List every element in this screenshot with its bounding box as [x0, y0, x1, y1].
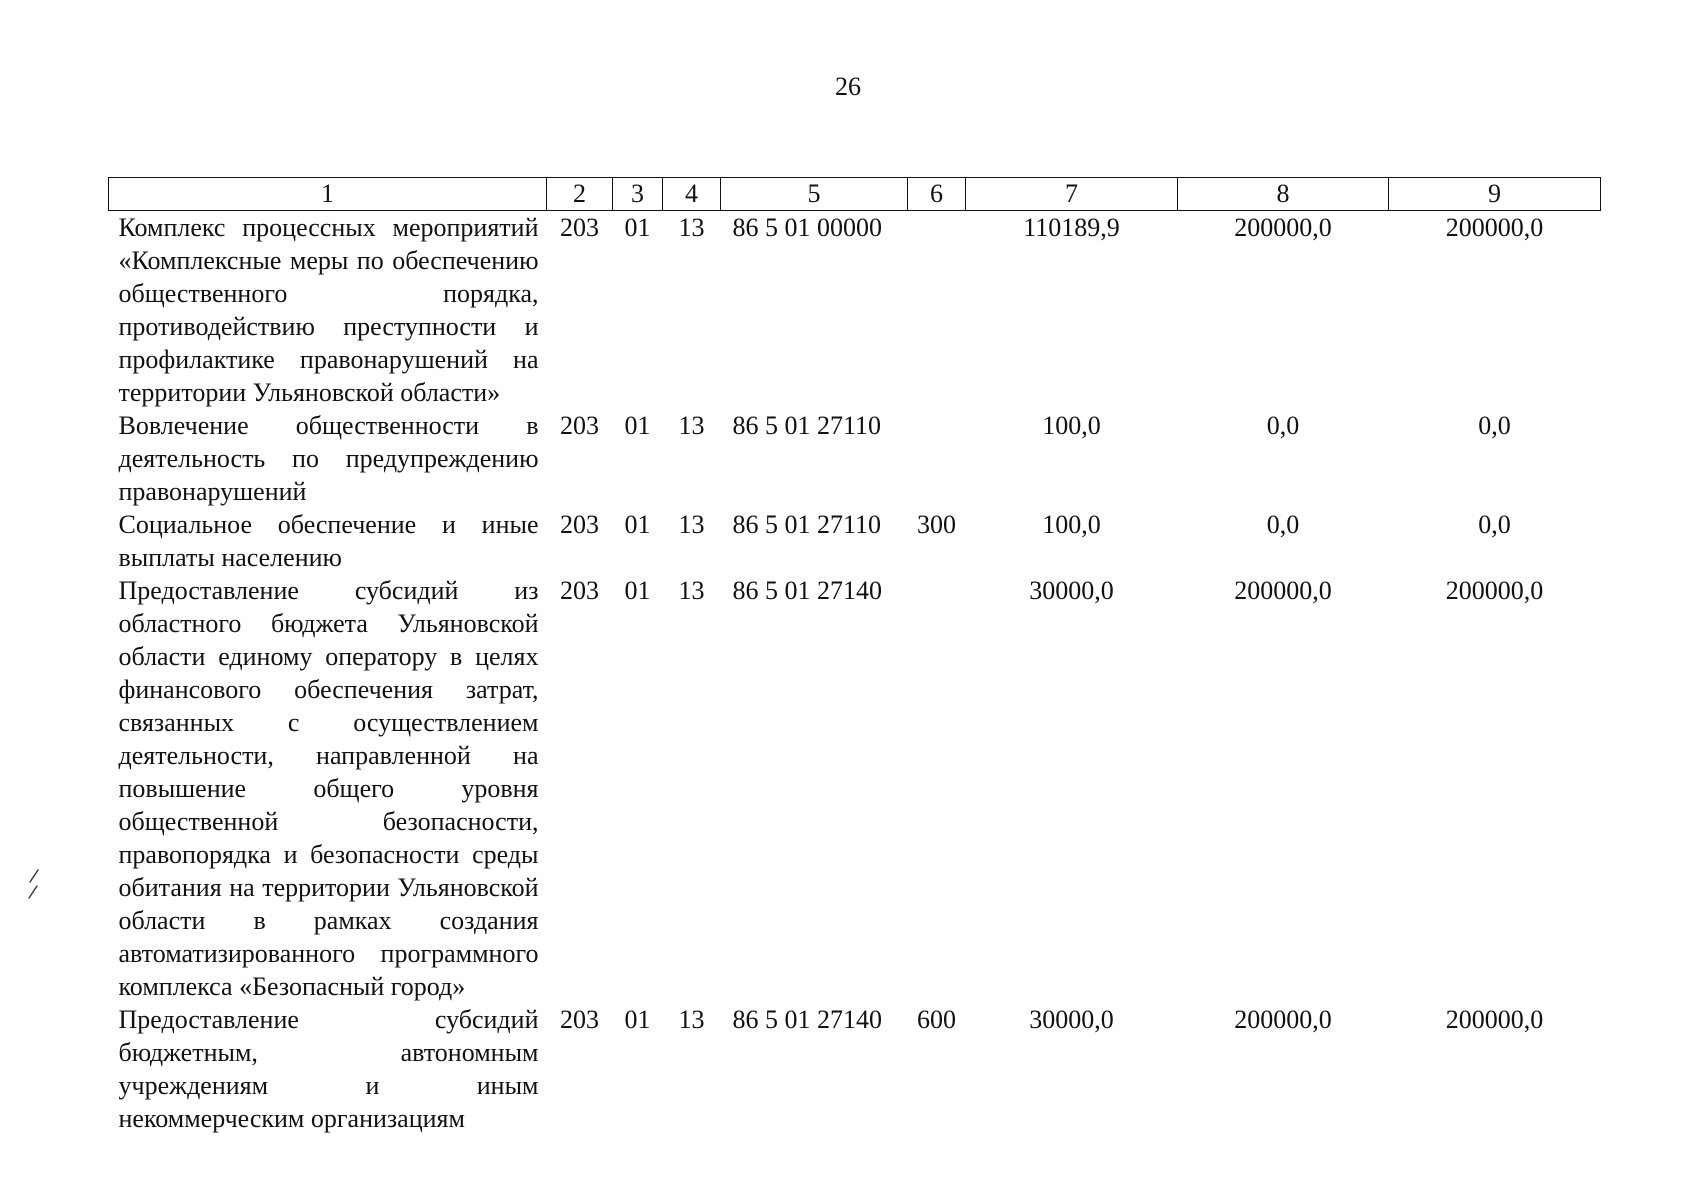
- row-col-5: 86 5 01 27110: [732, 411, 882, 440]
- row-col-3: 01: [624, 510, 651, 539]
- row-col-2: 203: [560, 1005, 599, 1034]
- row-col-7: 110189,9: [1023, 213, 1120, 242]
- row-col-8: 200000,0: [1234, 213, 1332, 242]
- table-row: [109, 574, 1601, 1003]
- row-col-2: 203: [560, 510, 599, 539]
- header-col-6: 6: [908, 178, 966, 211]
- page-number: 26: [835, 72, 861, 101]
- header-col-5: 5: [721, 178, 908, 211]
- row-col-4: 13: [678, 576, 705, 605]
- row-col-2: 203: [560, 411, 599, 440]
- table-row: [109, 1003, 1601, 1135]
- table-row: [109, 211, 1601, 410]
- row-col-8: 200000,0: [1234, 576, 1332, 605]
- row-col-4: 13: [678, 411, 705, 440]
- row-name: Предоставление субсидий из областного бюджета Ульяновской области единому оператору в целях финансового обеспечения затрат, связанных с осуществлением деятельности, направленной на повышение общего уровня общественной безопасности, правопорядка и безопасности среды обитания на территории Ульяновской области в рамках создания автоматизированного программного комплекса «Безопасный город»: [118, 576, 539, 1001]
- row-col-5: 86 5 01 27140: [732, 1005, 882, 1034]
- row-col-9: 0,0: [1478, 510, 1511, 539]
- row-col-6: 300: [917, 510, 956, 539]
- header-col-2: 2: [547, 178, 613, 211]
- row-name: Вовлечение общественности в деятельность по предупреждению правонарушений: [118, 411, 539, 506]
- row-col-4: 13: [678, 1005, 705, 1034]
- row-col-6: 600: [917, 1005, 956, 1034]
- table-row: [109, 409, 1601, 508]
- row-col-6: [908, 409, 966, 508]
- row-col-7: 100,0: [1042, 510, 1101, 539]
- row-col-8: 200000,0: [1234, 1005, 1332, 1034]
- row-col-9: 200000,0: [1445, 576, 1544, 605]
- margin-pen-mark: [26, 868, 40, 900]
- row-name: Предоставление субсидий бюджетным, автономным учреждениям и иным некоммерческим организациям: [118, 1005, 539, 1133]
- row-col-8: 0,0: [1266, 411, 1300, 440]
- header-row: [109, 178, 1601, 211]
- row-col-4: 13: [678, 510, 705, 539]
- table-header: [109, 178, 1601, 211]
- row-col-6: [908, 211, 966, 410]
- row-col-4: 13: [678, 213, 705, 242]
- table-body: [109, 211, 1601, 1136]
- row-col-6: [908, 574, 966, 1003]
- row-col-5: 86 5 01 27140: [732, 576, 882, 605]
- row-col-3: 01: [624, 411, 651, 440]
- budget-table: [108, 177, 1601, 1135]
- header-col-8: 8: [1178, 178, 1389, 211]
- row-col-3: 01: [624, 576, 651, 605]
- row-name: Социальное обеспечение и иные выплаты населению: [118, 510, 539, 572]
- table-row: [109, 508, 1601, 574]
- header-col-7: 7: [966, 178, 1178, 211]
- row-col-5: 86 5 01 00000: [732, 213, 882, 242]
- row-col-9: 0,0: [1478, 411, 1511, 440]
- header-col-9: 9: [1389, 178, 1601, 211]
- row-col-7: 30000,0: [1029, 576, 1114, 605]
- header-col-3: 3: [613, 178, 663, 211]
- row-col-2: 203: [560, 576, 599, 605]
- header-col-4: 4: [663, 178, 721, 211]
- row-col-3: 01: [624, 213, 651, 242]
- row-col-8: 0,0: [1266, 510, 1300, 539]
- row-col-5: 86 5 01 27110: [732, 510, 882, 539]
- row-col-3: 01: [624, 1005, 651, 1034]
- row-col-2: 203: [560, 213, 599, 242]
- header-col-1: 1: [109, 178, 547, 211]
- row-col-7: 100,0: [1042, 411, 1101, 440]
- row-col-9: 200000,0: [1445, 1005, 1544, 1034]
- row-col-9: 200000,0: [1445, 213, 1544, 242]
- row-col-7: 30000,0: [1029, 1005, 1114, 1034]
- row-name: Комплекс процессных мероприятий «Комплексные меры по обеспечению общественного порядка, противодействию преступности и профилактике правонарушений на территории Ульяновской области»: [118, 213, 539, 407]
